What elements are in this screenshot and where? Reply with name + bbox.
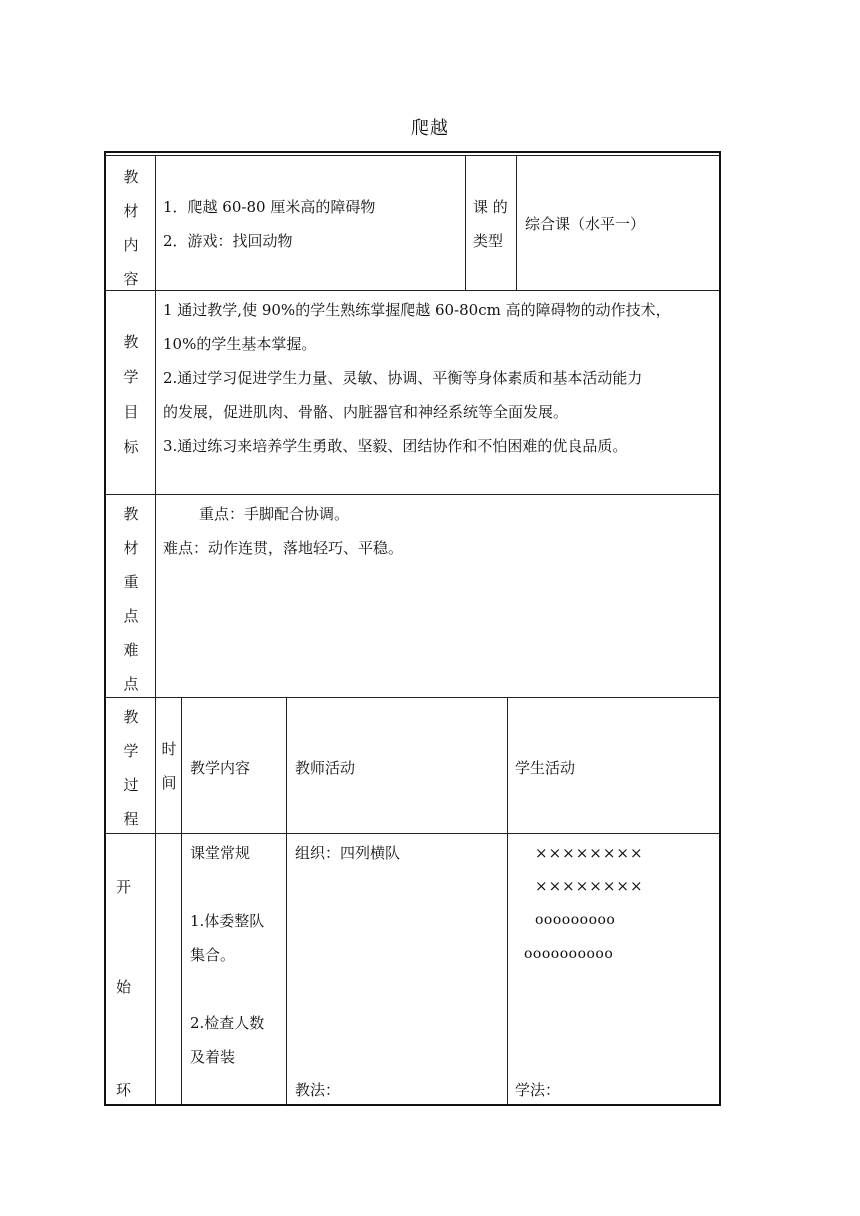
lesson-type-value: 综合课（水平一） [525, 215, 646, 233]
content-item: 2.检查人数 [190, 1014, 265, 1032]
learning-method-label: 学法： [515, 1081, 561, 1099]
content-item: 1.体委整队 [190, 912, 265, 930]
row-divider [106, 290, 719, 291]
difficulty-text: 难点：动作连贯，落地轻巧、平稳。 [163, 539, 404, 557]
content-column-header: 教学内容 [190, 759, 251, 777]
content-title: 课堂常规 [190, 844, 251, 862]
row-label-key-points: 教 材 重 点 难 点 [123, 505, 139, 693]
teacher-column-header: 教师活动 [295, 759, 356, 777]
column-divider [286, 697, 287, 1105]
objective-line: 3.通过练习来培养学生勇敢、坚毅、团结协作和不怕困难的优良品质。 [163, 437, 628, 455]
formation-row: ×××××××× [535, 877, 644, 895]
phase-label-char: 开 [116, 878, 132, 896]
teaching-method-label: 教法： [295, 1081, 341, 1099]
organization-text: 组织：四列横队 [295, 844, 401, 862]
label-column-divider [155, 155, 156, 1105]
row-label-material: 教 材 内 容 [123, 168, 139, 288]
formation-row: oooooooooo [524, 946, 614, 962]
objective-line: 的发展，促进肌肉、骨骼、内脏器官和神经系统等全面发展。 [163, 403, 569, 421]
objective-line: 10%的学生基本掌握。 [163, 335, 317, 353]
lesson-type-label: 类型 [473, 232, 504, 250]
formation-row: ×××××××× [535, 844, 644, 862]
row-divider [106, 1104, 719, 1106]
row-label-objectives: 教 学 目 标 [123, 333, 139, 456]
key-point-text: 重点：手脚配合协调。 [199, 505, 350, 523]
table-inner-top-line [106, 155, 719, 156]
content-item: 及着装 [190, 1048, 236, 1066]
column-divider [516, 155, 517, 290]
phase-label-char: 环 [116, 1081, 132, 1099]
time-column-header: 时 间 [161, 740, 177, 792]
row-divider [106, 697, 719, 698]
formation-row: ooooooooo [535, 912, 616, 928]
student-column-header: 学生活动 [515, 759, 576, 777]
material-item: 1．爬越 60-80 厘米高的障碍物 [163, 198, 376, 216]
row-divider [106, 833, 719, 834]
column-divider [465, 155, 466, 290]
content-item: 集合。 [190, 946, 236, 964]
material-item: 2．游戏：找回动物 [163, 232, 293, 250]
page-title: 爬越 [411, 118, 449, 139]
column-divider [507, 697, 508, 1105]
lesson-type-label: 课 的 [473, 198, 508, 216]
objective-line: 2.通过学习促进学生力量、灵敏、协调、平衡等身体素质和基本活动能力 [163, 369, 643, 387]
objective-line: 1 通过教学,使 90%的学生熟练掌握爬越 60-80cm 高的障碍物的动作技术， [163, 301, 671, 319]
phase-label-char: 始 [116, 978, 132, 996]
row-divider [106, 494, 719, 495]
row-label-process: 教 学 过 程 [123, 708, 139, 828]
column-divider [181, 697, 182, 1105]
